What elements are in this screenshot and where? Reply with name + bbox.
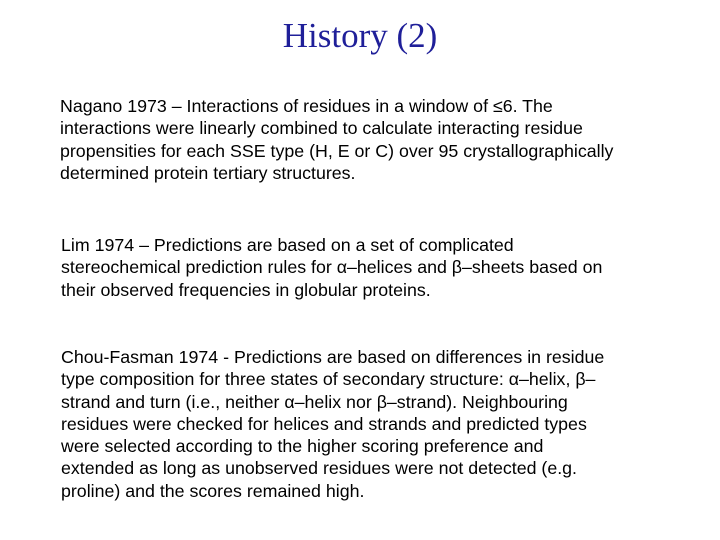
paragraph-lim: Lim 1974 – Predictions are based on a set of complicated stereochemical prediction rules for α–helices and β–sheets based on their observed frequencies in globular proteins.: [61, 235, 603, 300]
paragraph-chou-fasman: Chou-Fasman 1974 - Predictions are based on differences in residue type composition for three states of secondary structure: α–helix, β– strand and turn (i.e., neither α–helix nor β–strand). Neighbouring residues were checked for helices and strands and predicted types were selected according to the higher scoring preference and extended as long as unobserved residues were not detected (e.g. proline) and the scores remained high.: [61, 347, 605, 501]
paragraph-nagano: Nagano 1973 – Interactions of residues in a window of ≤6. The interactions were linearly combined to calculate interacting residue propensities for each SSE type (H, E or C) over 95 crystallographically determined protein tertiary structures.: [60, 96, 614, 183]
slide-title: History (2): [282, 16, 438, 55]
